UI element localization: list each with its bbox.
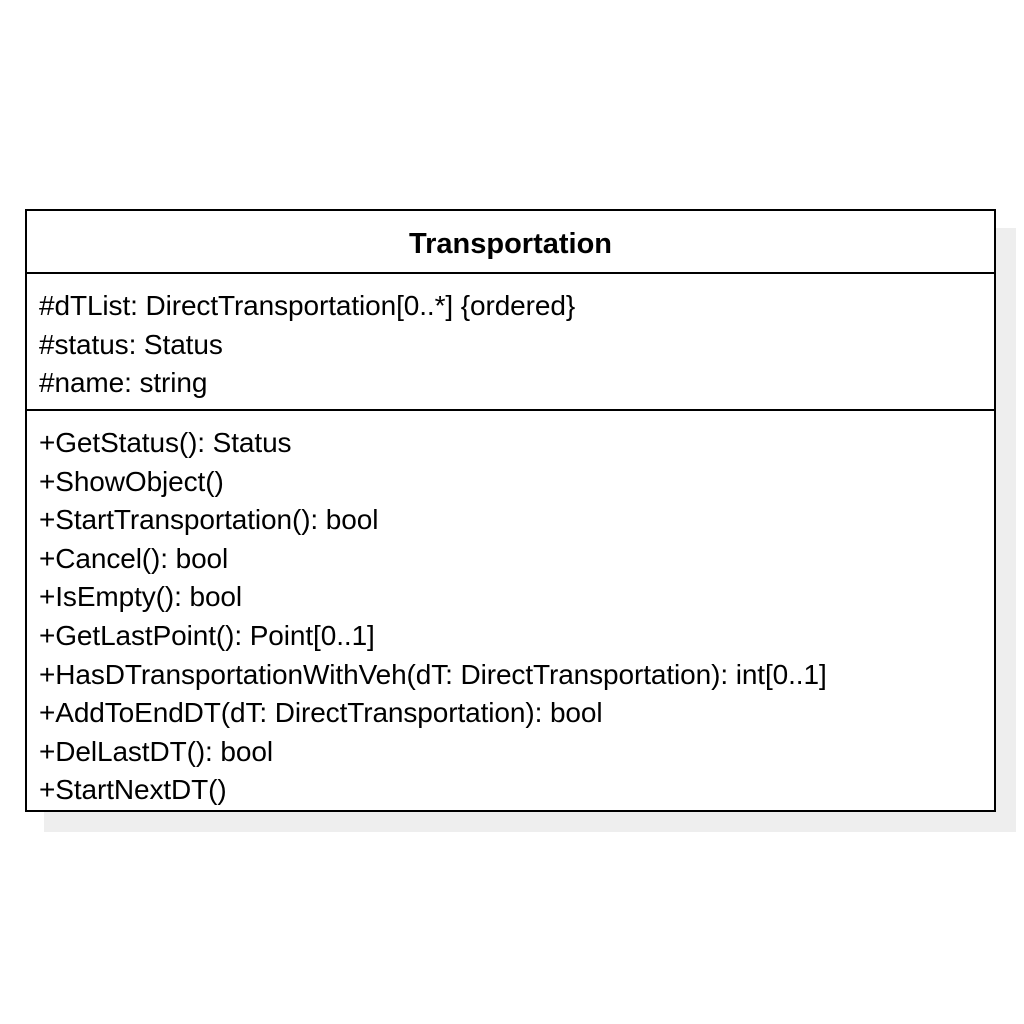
operation: +StartTransportation(): bool	[39, 504, 379, 536]
class-name: Transportation	[408, 228, 612, 260]
operation: +HasDTransportationWithVeh(dT: DirectTransportation): int[0..1]	[39, 658, 827, 690]
operation: +ShowObject()	[39, 465, 224, 497]
attribute: #name: string	[39, 367, 208, 399]
operation: +GetLastPoint(): Point[0..1]	[39, 619, 375, 651]
operation: +Cancel(): bool	[39, 542, 229, 574]
attributes-compartment	[27, 274, 994, 411]
operation: +GetStatus(): Status	[39, 427, 292, 458]
class-header	[27, 211, 994, 274]
operation: +StartNextDT()	[39, 774, 227, 806]
operation: +IsEmpty(): bool	[39, 581, 243, 613]
uml-class-box[interactable]	[25, 209, 996, 812]
operations-compartment	[27, 411, 994, 810]
attribute: #dTList: DirectTransportation[0..*] {ordered}	[39, 290, 576, 321]
operation: +DelLastDT(): bool	[39, 735, 273, 767]
operation: +AddToEndDT(dT: DirectTransportation): bool	[39, 697, 603, 729]
attribute: #status: Status	[39, 328, 223, 360]
